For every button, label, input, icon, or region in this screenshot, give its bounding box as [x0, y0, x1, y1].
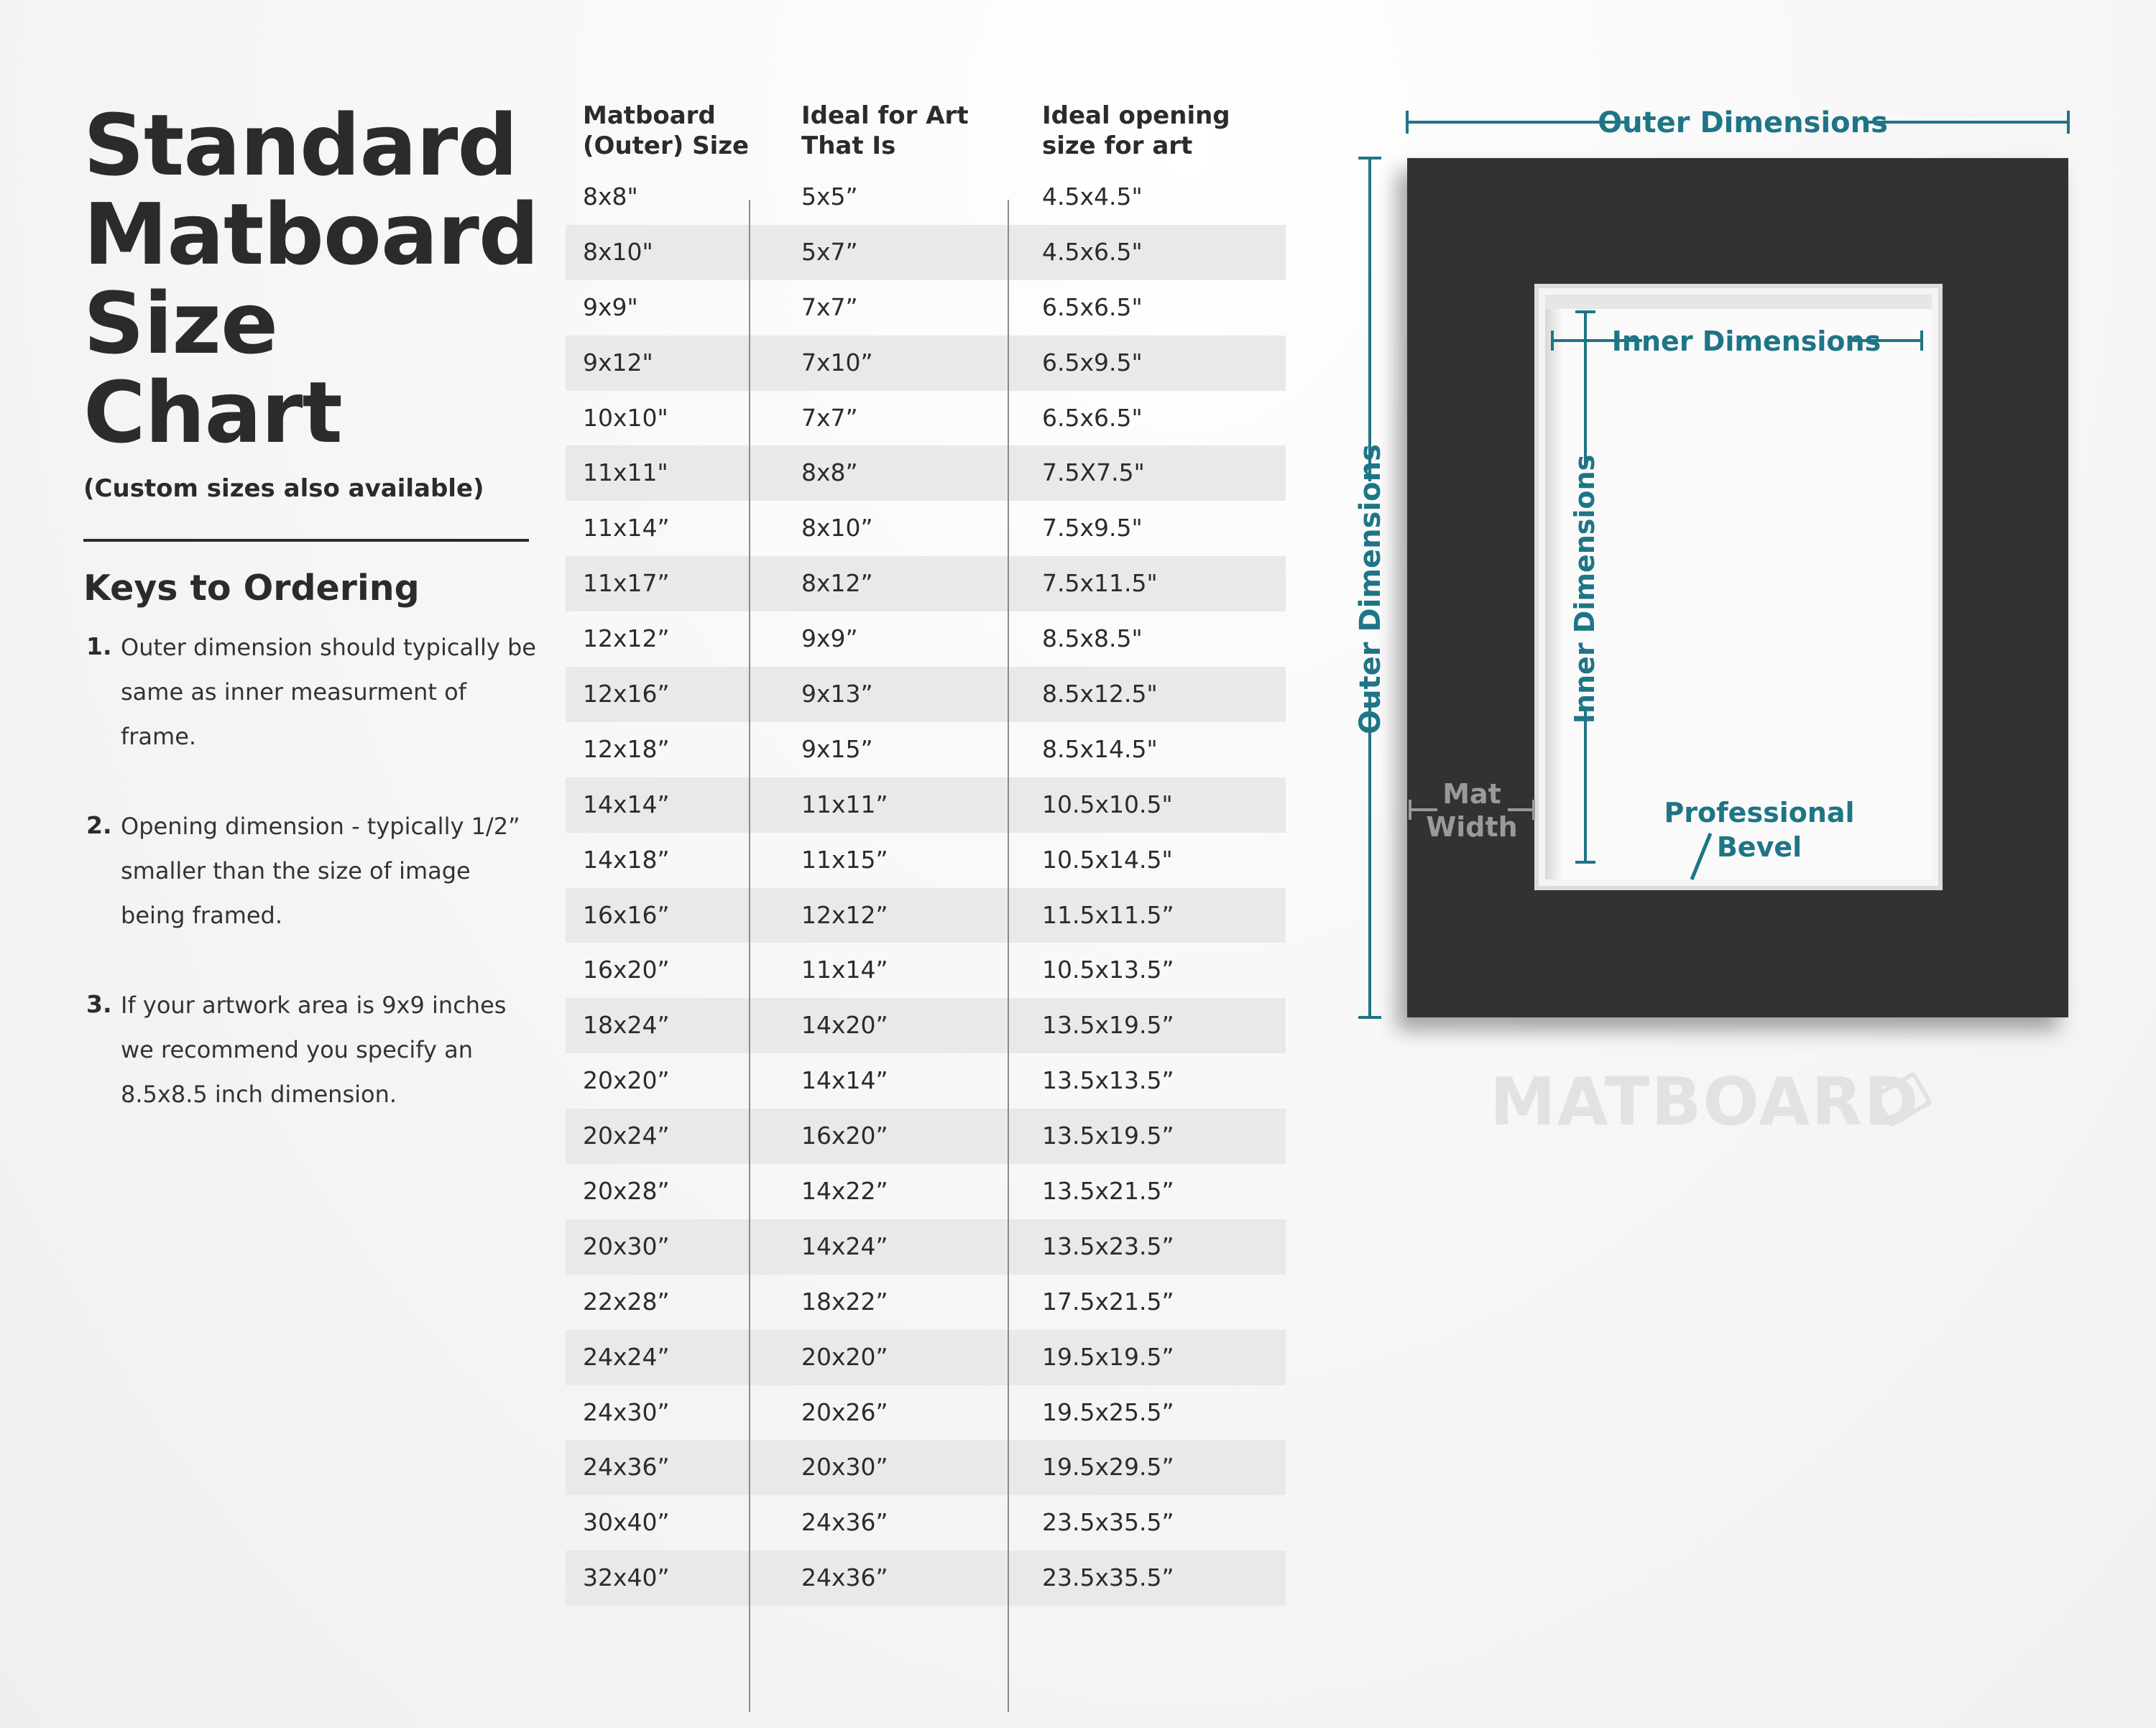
- opening-size-cell: 23.5x35.5”: [1042, 1508, 1174, 1537]
- bevel-label: Bevel: [1716, 831, 1802, 863]
- outer-size-cell: 11x11": [583, 458, 668, 487]
- opening-size-cell: 11.5x11.5”: [1042, 900, 1174, 929]
- outer-size-cell: 11x14”: [583, 514, 670, 542]
- opening-size-cell: 19.5x19.5”: [1042, 1342, 1174, 1371]
- opening-size-cell: 6.5x6.5": [1042, 403, 1143, 432]
- page-title: [83, 96, 543, 462]
- art-size-cell: 7x7”: [801, 292, 858, 321]
- table-header: [566, 101, 1286, 170]
- opening-size-cell: 10.5x14.5": [1042, 845, 1173, 874]
- opening-size-cell: 7.5x11.5": [1042, 569, 1158, 598]
- table-row: [566, 1164, 1286, 1219]
- step-number: 3.: [86, 990, 112, 1018]
- opening-size-cell: 4.5x6.5": [1042, 237, 1143, 266]
- table-row: [566, 667, 1286, 722]
- table-row: [566, 501, 1286, 556]
- opening-size-cell: 8.5x14.5": [1042, 734, 1158, 763]
- step-text: If your artwork area is 9x9 inches we recommend you specify an 8.5x8.5 inch dimension.: [121, 992, 507, 1108]
- opening-size-cell: 10.5x13.5”: [1042, 956, 1174, 984]
- outer-size-cell: 8x8": [583, 182, 638, 211]
- art-size-cell: 8x12”: [801, 569, 873, 598]
- brand-watermark: MATBOARD: [1490, 1063, 1920, 1140]
- table-row: [566, 1440, 1286, 1495]
- art-size-cell: 9x13”: [801, 680, 873, 708]
- opening-size-cell: 13.5x23.5”: [1042, 1232, 1174, 1260]
- outer-size-cell: 20x24”: [583, 1122, 670, 1150]
- table-row: [566, 556, 1286, 611]
- table-row: [566, 1385, 1286, 1441]
- art-size-cell: 8x8”: [801, 458, 858, 487]
- outer-size-cell: 24x30”: [583, 1397, 670, 1426]
- art-size-cell: 14x22”: [801, 1177, 888, 1206]
- opening-size-cell: 19.5x25.5”: [1042, 1397, 1174, 1426]
- opening-size-cell: 7.5x9.5": [1042, 514, 1143, 542]
- art-size-cell: 20x30”: [801, 1453, 888, 1482]
- outer-size-cell: 16x20”: [583, 956, 670, 984]
- art-size-cell: 16x20”: [801, 1122, 888, 1150]
- opening-size-cell: 19.5x29.5”: [1042, 1453, 1174, 1482]
- outer-size-cell: 32x40”: [583, 1563, 670, 1592]
- outer-size-cell: 10x10": [583, 403, 668, 432]
- art-size-cell: 14x20”: [801, 1011, 888, 1040]
- step-text: Outer dimension should typically be same as inner measurment of frame.: [121, 634, 536, 750]
- opening-size-cell: 8.5x8.5": [1042, 624, 1143, 653]
- table-row: [566, 225, 1286, 280]
- art-size-cell: 14x14”: [801, 1066, 888, 1095]
- art-size-cell: 20x20”: [801, 1342, 888, 1371]
- title-line: Matboard: [83, 185, 539, 284]
- column-divider: [1008, 200, 1009, 1712]
- column-header: Matboard (Outer) Size: [583, 101, 750, 160]
- divider: [83, 539, 529, 542]
- outer-size-cell: 9x12": [583, 348, 653, 376]
- opening-size-cell: 13.5x21.5”: [1042, 1177, 1174, 1206]
- outer-dimensions-vertical-label: Outer Dimensions: [1354, 444, 1387, 734]
- outer-size-cell: 24x24”: [583, 1342, 670, 1371]
- title-line: Size: [83, 274, 278, 373]
- title-line: Standard: [83, 96, 517, 195]
- title-line: Chart: [83, 363, 342, 462]
- opening-size-cell: 6.5x9.5": [1042, 348, 1143, 376]
- mat-width-label: Mat: [1442, 778, 1501, 810]
- outer-size-cell: 16x16”: [583, 900, 670, 929]
- opening-size-cell: 23.5x35.5”: [1042, 1563, 1174, 1592]
- step-number: 1.: [86, 632, 112, 660]
- mat-board: [1407, 158, 2068, 1017]
- column-header: Ideal opening size for art: [1042, 101, 1230, 160]
- outer-size-cell: 9x9": [583, 292, 638, 321]
- table-row: [566, 391, 1286, 446]
- outer-size-cell: 30x40”: [583, 1508, 670, 1537]
- outer-dimensions-label: Outer Dimensions: [1598, 106, 1888, 139]
- opening-size-cell: 4.5x4.5": [1042, 182, 1143, 211]
- art-size-cell: 24x36”: [801, 1563, 888, 1592]
- column-divider: [749, 200, 750, 1712]
- art-size-cell: 12x12”: [801, 900, 888, 929]
- outer-size-cell: 20x28”: [583, 1177, 670, 1206]
- table-row: [566, 1495, 1286, 1551]
- outer-size-cell: 8x10": [583, 237, 653, 266]
- art-size-cell: 5x5”: [801, 182, 858, 211]
- table-row: [566, 777, 1286, 833]
- outer-size-cell: 12x18”: [583, 734, 670, 763]
- art-size-cell: 11x15”: [801, 845, 888, 874]
- mat-width-label: Width: [1426, 811, 1518, 843]
- table-row: [566, 1109, 1286, 1164]
- inner-dimensions-vertical-label: Inner Dimensions: [1569, 454, 1600, 724]
- art-size-cell: 5x7”: [801, 237, 858, 266]
- outer-size-cell: 20x20”: [583, 1066, 670, 1095]
- opening-size-cell: 8.5x12.5": [1042, 680, 1158, 708]
- subtitle: (Custom sizes also available): [83, 474, 484, 503]
- table-row: [566, 943, 1286, 998]
- table-row: [566, 611, 1286, 667]
- opening-size-cell: 6.5x6.5": [1042, 292, 1143, 321]
- art-size-cell: 14x24”: [801, 1232, 888, 1260]
- table-row: [566, 1053, 1286, 1109]
- size-table: [566, 101, 1286, 1606]
- column-header: Ideal for Art That Is: [801, 101, 969, 160]
- table-row: [566, 1330, 1286, 1385]
- outer-size-cell: 12x16”: [583, 680, 670, 708]
- outer-size-cell: 18x24”: [583, 1011, 670, 1040]
- outer-size-cell: 22x28”: [583, 1287, 670, 1316]
- table-row: [566, 1551, 1286, 1606]
- table-row: [566, 722, 1286, 777]
- inner-dimensions-label: Inner Dimensions: [1611, 325, 1881, 357]
- table-row: [566, 336, 1286, 391]
- bevel-label: Professional: [1664, 797, 1855, 828]
- table-row: [566, 445, 1286, 501]
- outer-size-cell: 14x18”: [583, 845, 670, 874]
- art-size-cell: 11x14”: [801, 956, 888, 984]
- outer-size-cell: 11x17”: [583, 569, 670, 598]
- table-row: [566, 888, 1286, 943]
- table-body: [566, 170, 1286, 1606]
- art-size-cell: 20x26”: [801, 1397, 888, 1426]
- step-text: Opening dimension - typically 1/2” smaller than the size of image being framed.: [121, 813, 520, 929]
- outer-size-cell: 14x14”: [583, 790, 670, 818]
- art-size-cell: 7x10”: [801, 348, 873, 376]
- table-row: [566, 1219, 1286, 1275]
- outer-size-cell: 12x12”: [583, 624, 670, 653]
- art-size-cell: 9x15”: [801, 734, 873, 763]
- outer-size-cell: 24x36”: [583, 1453, 670, 1482]
- art-size-cell: 18x22”: [801, 1287, 888, 1316]
- mat-bevel: [1545, 295, 1932, 879]
- matboard-diagram: [1337, 86, 2084, 1178]
- art-size-cell: 9x9”: [801, 624, 858, 653]
- art-size-cell: 7x7”: [801, 403, 858, 432]
- table-row: [566, 1275, 1286, 1330]
- opening-size-cell: 13.5x19.5”: [1042, 1122, 1174, 1150]
- opening-size-cell: 13.5x13.5”: [1042, 1066, 1174, 1095]
- art-size-cell: 11x11”: [801, 790, 888, 818]
- table-row: [566, 998, 1286, 1053]
- outer-size-cell: 20x30”: [583, 1232, 670, 1260]
- step-number: 2.: [86, 811, 112, 839]
- opening-size-cell: 7.5X7.5": [1042, 458, 1145, 487]
- art-size-cell: 8x10”: [801, 514, 873, 542]
- table-row: [566, 833, 1286, 888]
- opening-size-cell: 17.5x21.5”: [1042, 1287, 1174, 1316]
- keys-heading: Keys to Ordering: [83, 568, 420, 609]
- opening-size-cell: 13.5x19.5”: [1042, 1011, 1174, 1040]
- table-row: [566, 170, 1286, 225]
- opening-size-cell: 10.5x10.5": [1042, 790, 1173, 818]
- table-row: [566, 280, 1286, 336]
- art-size-cell: 24x36”: [801, 1508, 888, 1537]
